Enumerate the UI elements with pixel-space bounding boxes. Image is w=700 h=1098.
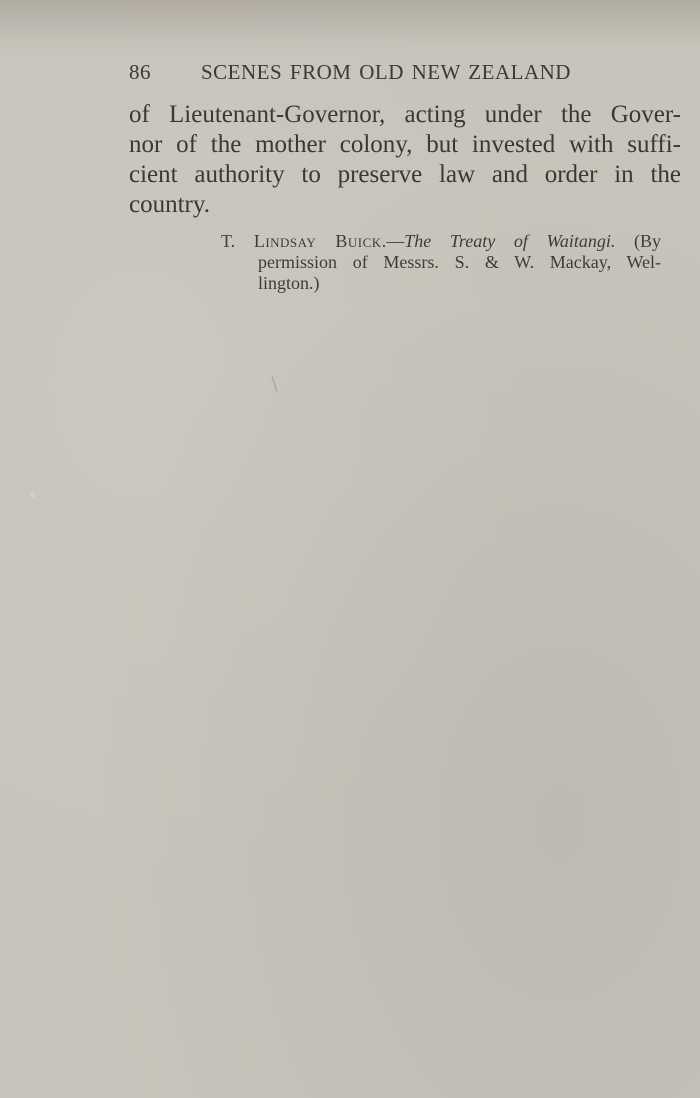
body-line: country. bbox=[129, 191, 210, 218]
author-name: Lindsay Buick bbox=[253, 231, 382, 251]
body-line: nor of the mother colony, but invested with suffi- bbox=[129, 131, 681, 158]
source-attribution bbox=[221, 231, 661, 294]
body-line: of Lieutenant-Governor, acting under the Gover- bbox=[129, 101, 681, 128]
paper-spot bbox=[30, 492, 35, 498]
page-number: 86 bbox=[129, 60, 151, 84]
attribution-line bbox=[221, 231, 661, 252]
running-head bbox=[129, 60, 609, 86]
body-paragraph bbox=[129, 100, 681, 220]
body-line: cient authority to preserve law and order in the bbox=[129, 161, 681, 188]
page-edge-shading bbox=[0, 0, 700, 55]
attribution-line: lington.) bbox=[258, 273, 320, 293]
attribution-note-start: (By bbox=[615, 231, 661, 251]
attribution-dash: .— bbox=[381, 231, 405, 251]
running-title: SCENES FROM OLD NEW ZEALAND bbox=[201, 60, 571, 84]
paper-blemish bbox=[272, 376, 278, 392]
author-initial: T. bbox=[221, 231, 254, 251]
work-title: The Treaty of Waitangi. bbox=[404, 231, 616, 251]
attribution-line: permission of Messrs. S. & W. Mackay, Wel- bbox=[258, 252, 661, 272]
